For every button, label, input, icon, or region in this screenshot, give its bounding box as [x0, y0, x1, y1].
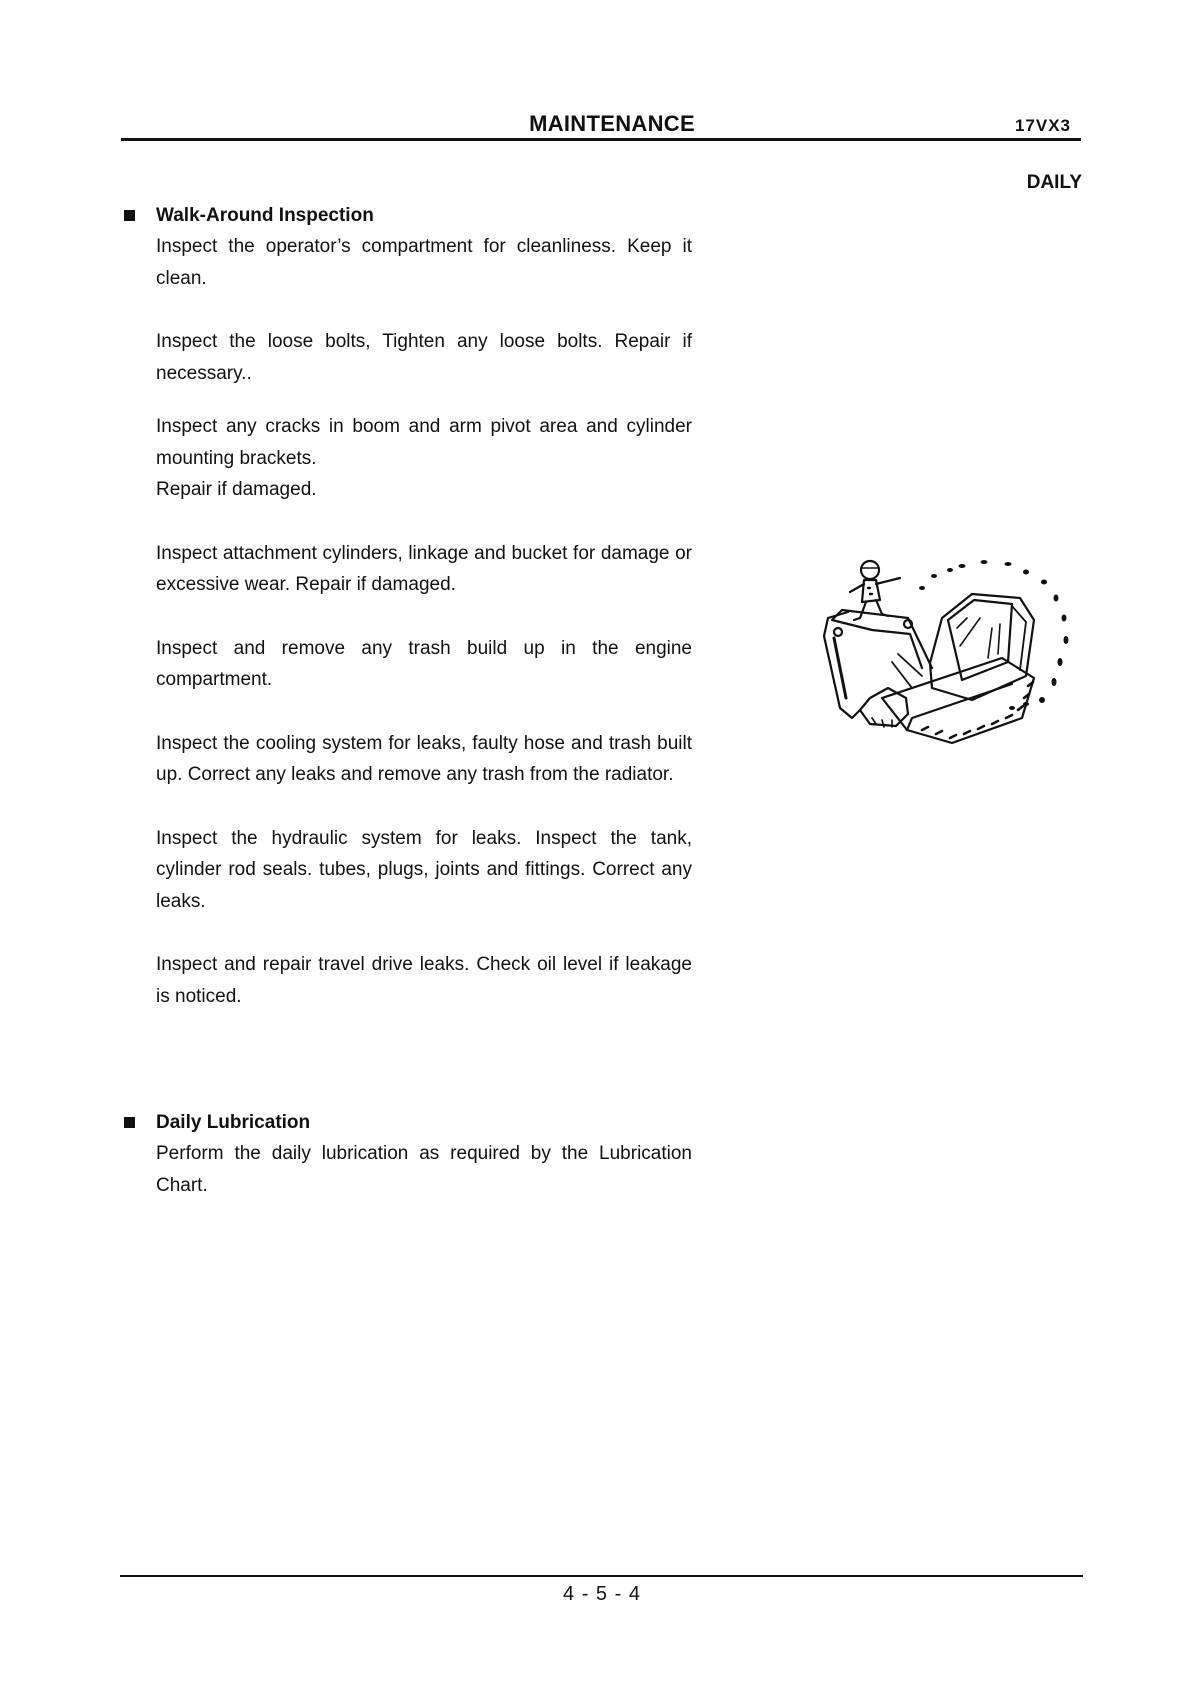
header-divider	[121, 138, 1081, 141]
paragraph: Inspect attachment cylinders, linkage and bucket for damage or excessive wear. Repair if damaged.	[156, 542, 692, 595]
footprints-icon	[919, 560, 1069, 710]
model-code: 17VX3	[1014, 116, 1071, 135]
square-bullet-icon	[124, 210, 135, 221]
section-heading: Daily Lubrication	[156, 1112, 311, 1133]
section-heading: Walk-Around Inspection	[156, 205, 374, 226]
section-tag: DAILY	[1026, 172, 1082, 193]
footer-divider	[120, 1575, 1083, 1577]
paragraph: Perform the daily lubrication as required by the Lubrication Chart.	[156, 1143, 692, 1196]
paragraph: Inspect the cooling system for leaks, faulty hose and trash built up. Correct any leaks and remove any trash from the radiator.	[156, 732, 692, 785]
track-icon	[882, 658, 1034, 743]
paragraph: Repair if damaged.	[156, 479, 317, 500]
page-title: MAINTENANCE	[529, 111, 695, 136]
cab-icon	[930, 594, 1034, 700]
page-number: 4 - 5 - 4	[563, 1583, 641, 1605]
paragraph: Inspect and remove any trash build up in the engine compartment.	[156, 637, 692, 690]
daily-lubrication-section	[124, 1107, 692, 1201]
square-bullet-icon	[124, 1117, 135, 1128]
paragraph: Inspect and repair travel drive leaks. Check oil level if leakage is noticed.	[156, 954, 692, 1007]
paragraph: Inspect the loose bolts, Tighten any loose bolts. Repair if necessary..	[156, 331, 692, 384]
paragraph: Inspect the operator’s compartment for cleanliness. Keep it clean.	[156, 236, 692, 289]
paragraph: Inspect any cracks in boom and arm pivot area and cylinder mounting brackets.	[156, 416, 692, 469]
paragraph: Inspect the hydraulic system for leaks. Inspect the tank, cylinder rod seals. tubes, plugs, joints and fittings. Correct any leaks.	[156, 827, 692, 912]
excavator-walk-around-illustration-icon	[812, 558, 1082, 773]
walk-around-section	[124, 200, 692, 1012]
boom-arm-icon	[824, 610, 932, 727]
